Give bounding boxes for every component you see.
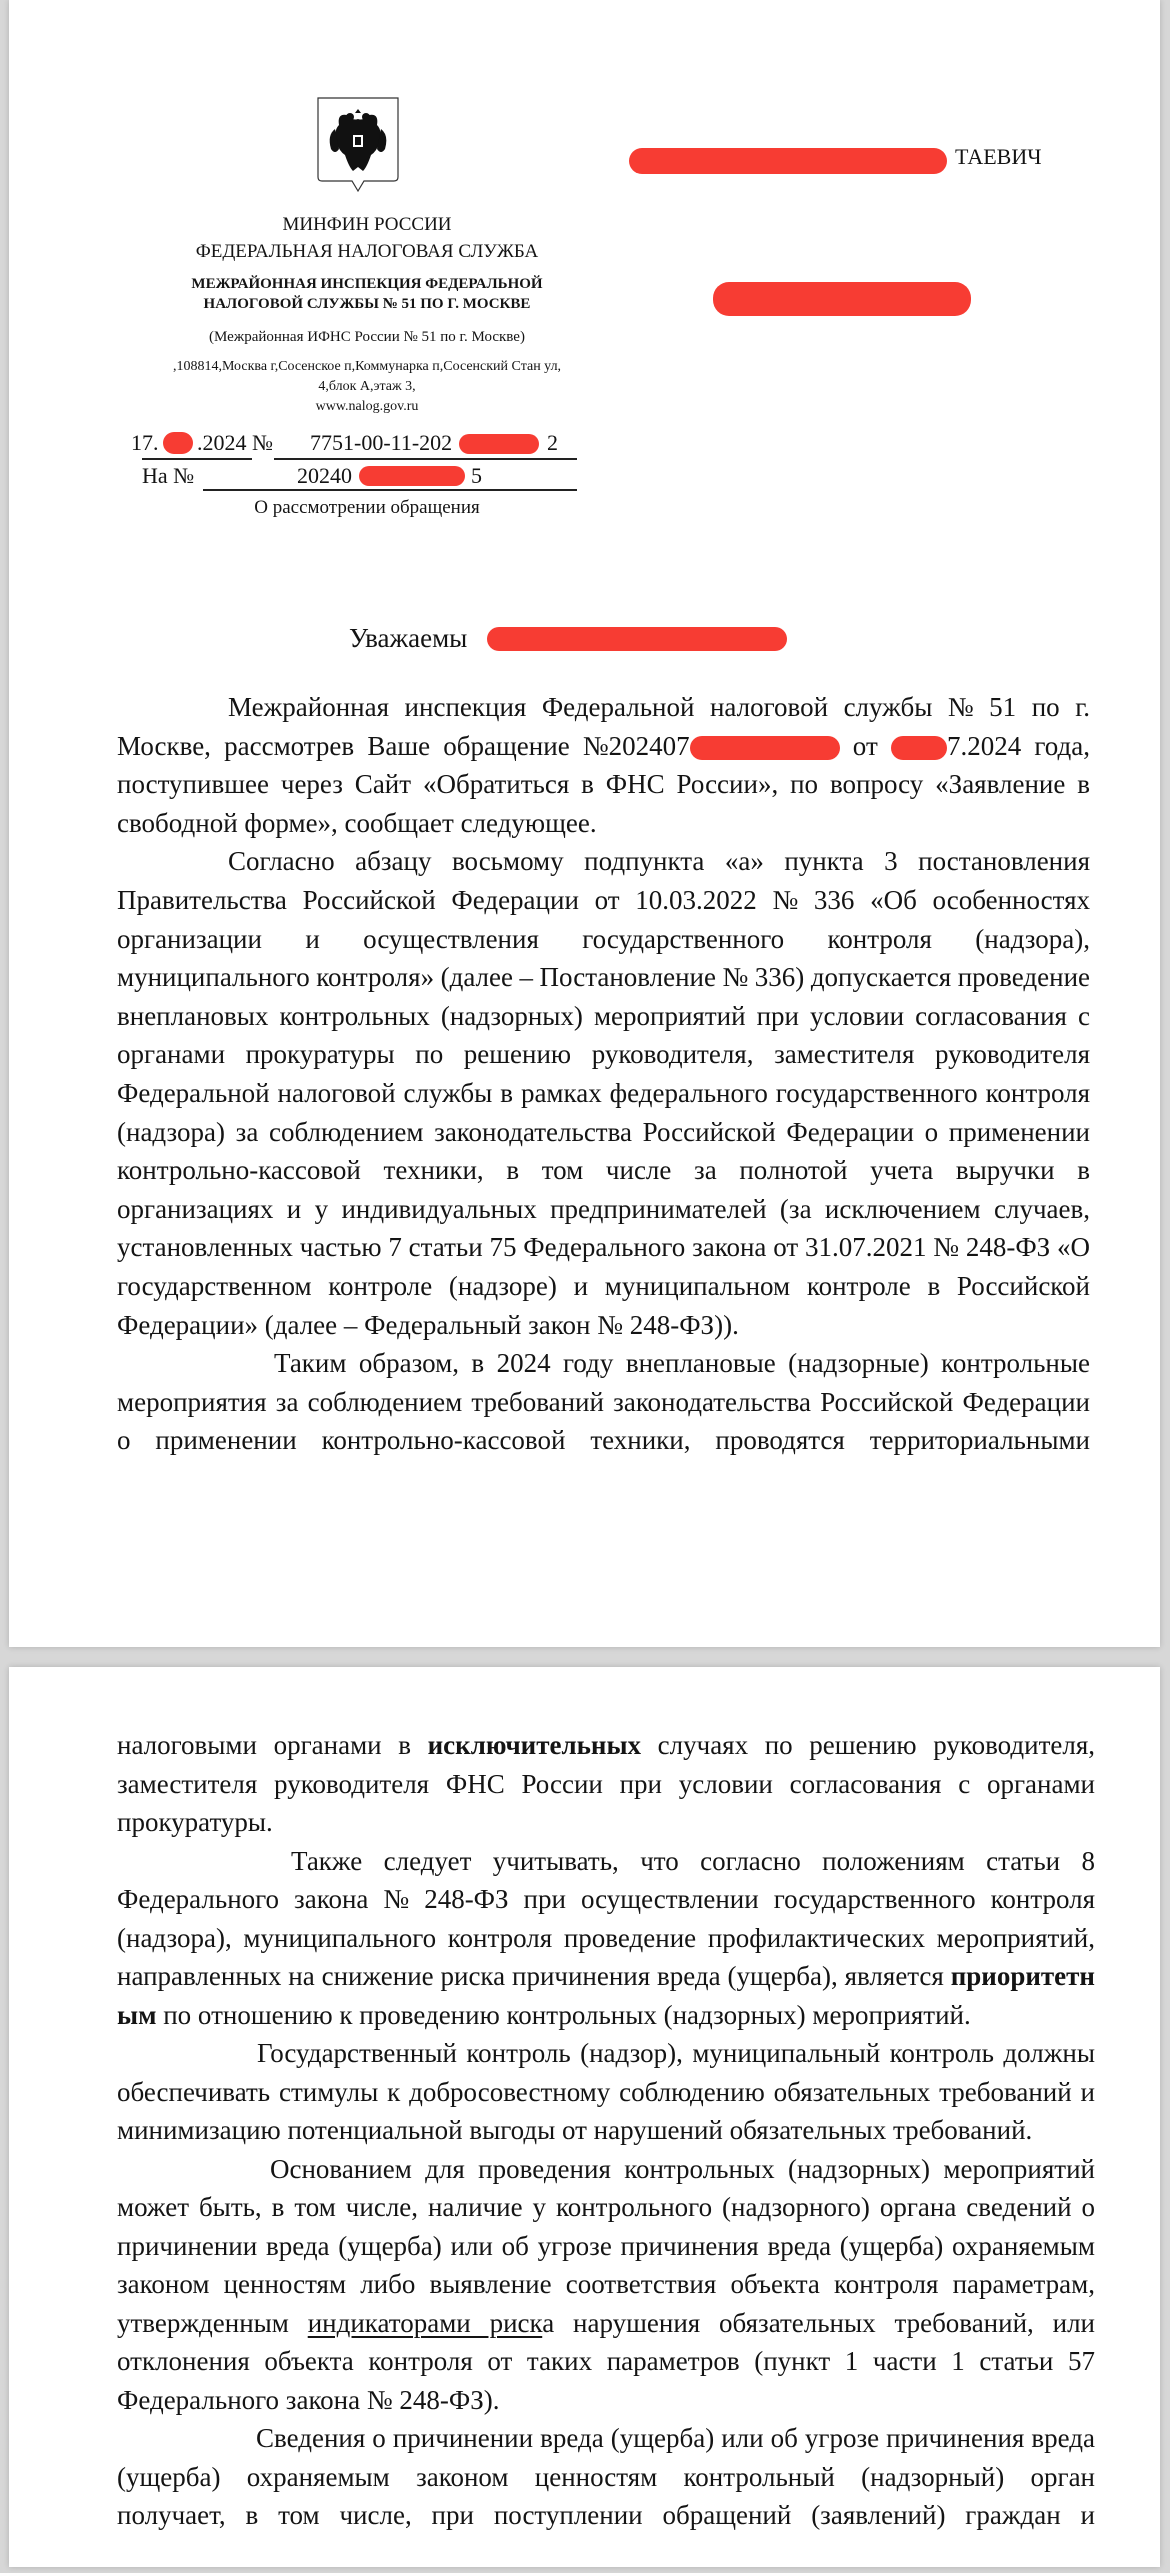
redaction-mark [359,466,465,486]
text-line [117,1228,1090,1267]
line-text: обеспечивать стимулы к добросовестному соблюдению обязательных требований и [117,2073,1095,2112]
greeting: Уважаемы [349,623,467,654]
paragraph [117,2150,1095,2420]
redaction-mark [163,432,193,454]
text-line [117,1267,1090,1306]
number-underline [274,458,577,460]
document-page-1 [9,0,1160,1647]
letter-date-end: .2024 № [197,430,273,456]
inspection-name-line1: МЕЖРАЙОННАЯ ИНСПЕКЦИЯ ФЕДЕРАЛЬНОЙ [167,277,567,292]
line-text: прокуратуры. [117,1803,273,1842]
text-line [117,1957,1095,1996]
text-line [117,2034,1095,2073]
line-text [117,1957,1095,1996]
coat-of-arms-icon [317,97,399,193]
line-text: государственном контроле (надзоре) и муниципальном контроле в Российской [117,1267,1090,1306]
website: www.nalog.gov.ru [167,400,567,414]
address-line2: 4,блок А,этаж 3, [167,380,567,394]
text-line [117,1383,1090,1422]
paragraph [117,2419,1095,2573]
line-text [117,2304,1095,2343]
underlined-text: индикаторами риск [308,2308,543,2338]
bold-text: исключительных [428,1730,641,1760]
line-text: контрольно-кассовой техники, в том числе за полнотой учета выручки в [117,1151,1090,1190]
line-text: Основанием для проведения контрольных (надзорных) мероприятий [270,2150,1095,2189]
incoming-label: На № [142,463,194,489]
text-line [117,1460,1090,1499]
text-line [117,1306,1090,1345]
text-line [117,2304,1095,2343]
text-line [117,1919,1095,1958]
paragraph [117,1726,1095,1842]
line-text: заместителя руководителя ФНС России при условии согласования с органами [117,1765,1095,1804]
line-text: Федерального закона № 248-ФЗ при осуществлении государственного контроля [117,1880,1095,1919]
line-text: внеплановых контрольных (надзорных) мероприятий при условии согласования с [117,997,1090,1036]
line-text: Федерального закона № 248-ФЗ). [117,2381,499,2420]
line-text: причинении вреда (ущерба) или об угрозе причинения вреда (ущерба) охраняемым [117,2227,1095,2266]
text-line [117,920,1090,959]
text-line [117,2381,1095,2420]
text-segment: налоговыми органами в [117,1730,428,1760]
line-text: Правительства Российской Федерации от 10.03.2022 № 336 «Об особенностях [117,881,1090,920]
line-text: Сведения о причинении вреда (ущерба) или об угрозе причинения вреда [256,2419,1095,2458]
line-text: Государственный контроль (надзор), муниципальный контроль должны [257,2034,1095,2073]
line-text: Также следует учитывать, что согласно положениям статьи 8 [291,1842,1095,1881]
text-line [117,2265,1095,2304]
text-segment: Москве, рассмотрев Ваше обращение №202407 [117,731,690,761]
text-segment: по отношению к проведению контрольных (надзорных) мероприятий. [156,2000,970,2030]
page-1-body [117,688,1090,1498]
line-text: свободной форме», сообщает следующее. [117,804,597,843]
text-line [117,2073,1095,2112]
line-text: Таким образом, в 2024 году внеплановые (надзорные) контрольные [274,1344,1090,1383]
ministry-name: МИНФИН РОССИИ [167,215,567,234]
line-text: получает, в том числе, при поступлении обращений (заявлений) граждан и [117,2496,1095,2535]
text-line [117,2458,1095,2497]
line-text: Федеральной налоговой службы в рамках федерального государственного контроля [117,1074,1090,1113]
bold-text: приоритетн [951,1961,1095,1991]
text-line [117,1190,1090,1229]
service-name: ФЕДЕРАЛЬНАЯ НАЛОГОВАЯ СЛУЖБА [167,242,567,261]
text-segment: 7.2024 года, [947,731,1090,761]
paragraph [117,1344,1090,1498]
text-line [117,2111,1095,2150]
line-text: органами прокуратуры по решению руководителя, заместителя руководителя [117,1035,1090,1074]
text-line [117,1113,1090,1152]
redaction-mark [459,434,539,454]
recipient-name-tail: ТАЕВИЧ [955,144,1042,170]
line-text: поступившее через Сайт «Обратиться в ФНС России», по вопросу «Заявление в [117,765,1090,804]
text-line [117,1421,1090,1460]
text-line [117,881,1090,920]
incoming-underline [203,489,577,491]
document-page-2 [9,1667,1160,2567]
text-line [117,2342,1095,2381]
address-line1: ,108814,Москва г,Сосенское п,Коммунарка п,Сосенский Стан ул, [167,360,567,374]
line-text [117,1726,1095,1765]
text-line [117,727,1090,766]
text-line [117,1035,1090,1074]
line-text: муниципального контроля» (далее – Постановление № 336) допускается проведение [117,958,1090,997]
text-line [117,2535,1095,2573]
text-line [117,842,1090,881]
text-line [117,2496,1095,2535]
text-line [117,958,1090,997]
line-text: может быть, в том числе, наличие у контрольного (надзорного) органа сведений о [117,2188,1095,2227]
text-line [117,1344,1090,1383]
paragraph [117,688,1090,842]
line-text: мероприятия за соблюдением требований законодательства Российской Федерации [117,1383,1090,1422]
line-text: Согласно абзацу восьмому подпункта «а» пункта 3 постановления [228,842,1090,881]
text-line [117,1765,1095,1804]
outgoing-number-end: 2 [547,430,558,456]
text-line [117,1996,1095,2035]
letter-date-start: 17. [131,430,159,456]
inspection-short-name: (Межрайонная ИФНС России № 51 по г. Москве) [167,330,567,345]
line-text: Межрайонная инспекция Федеральной налоговой службы № 51 по г. [228,688,1090,727]
line-text: организациях и у индивидуальных предпринимателей (за исключением случаев, [117,1190,1090,1229]
text-segment: а нарушения обязательных требований, или [542,2308,1095,2338]
redaction-mark [487,627,787,651]
text-line [117,2188,1095,2227]
paragraph [117,1842,1095,2035]
line-text: (ущерба) охраняемым законом ценностям контрольный (надзорный) орган [117,2458,1095,2497]
line-text: законом ценностям либо выявление соответствия объекта контроля параметрам, [117,2265,1095,2304]
line-text: организации и осуществления государственного контроля (надзора), [117,920,1090,959]
inspection-name-line2: НАЛОГОВОЙ СЛУЖБЫ № 51 ПО Г. МОСКВЕ [167,297,567,312]
line-text: Федерации» (далее – Федеральный закон № 248-ФЗ)). [117,1306,739,1345]
text-line [117,1726,1095,1765]
text-line [117,2150,1095,2189]
text-segment: от [840,731,891,761]
line-text: отклонения объекта контроля от таких параметров (пункт 1 части 1 статьи 57 [117,2342,1095,2381]
text-line [117,688,1090,727]
line-text: минимизацию потенциальной выгоды от нарушений обязательных требований. [117,2111,1032,2150]
text-line [117,1880,1095,1919]
text-line [117,765,1090,804]
incoming-number-end: 5 [471,463,482,489]
text-line [117,1151,1090,1190]
page-2-body [117,1726,1095,2573]
text-line [117,2227,1095,2266]
line-text: о применении контрольно-кассовой техники, проводятся территориальными [117,1421,1090,1460]
redaction-mark [629,148,947,174]
line-text: (надзора) за соблюдением законодательства Российской Федерации о применении [117,1113,1090,1152]
text-segment: направленных на снижение риска причинения вреда (ущерба), является [117,1961,951,1991]
redaction-mark [713,282,971,316]
outgoing-number-start: 7751-00-11-202 [310,430,452,456]
paragraph [117,842,1090,1344]
line-text: установленных частью 7 статьи 75 Федерального закона от 31.07.2021 № 248-ФЗ «О [117,1228,1090,1267]
text-line [117,2419,1095,2458]
text-segment: случаях по решению руководителя, [641,1730,1095,1760]
paragraph [117,2034,1095,2150]
text-line [117,804,1090,843]
incoming-number-start: 20240 [297,463,352,489]
text-line [117,1803,1095,1842]
text-segment: утвержденным [117,2308,308,2338]
text-line [117,1842,1095,1881]
letter-subject: О рассмотрении обращения [167,498,567,517]
bold-text: ым [117,2000,156,2030]
date-underline [142,458,252,460]
text-line [117,997,1090,1036]
line-text [117,727,1090,766]
line-text [117,1996,971,2035]
redaction-mark [690,736,840,760]
redaction-mark [891,736,947,760]
line-text: (надзора), муниципального контроля проведение профилактических мероприятий, [117,1919,1095,1958]
text-line [117,1074,1090,1113]
